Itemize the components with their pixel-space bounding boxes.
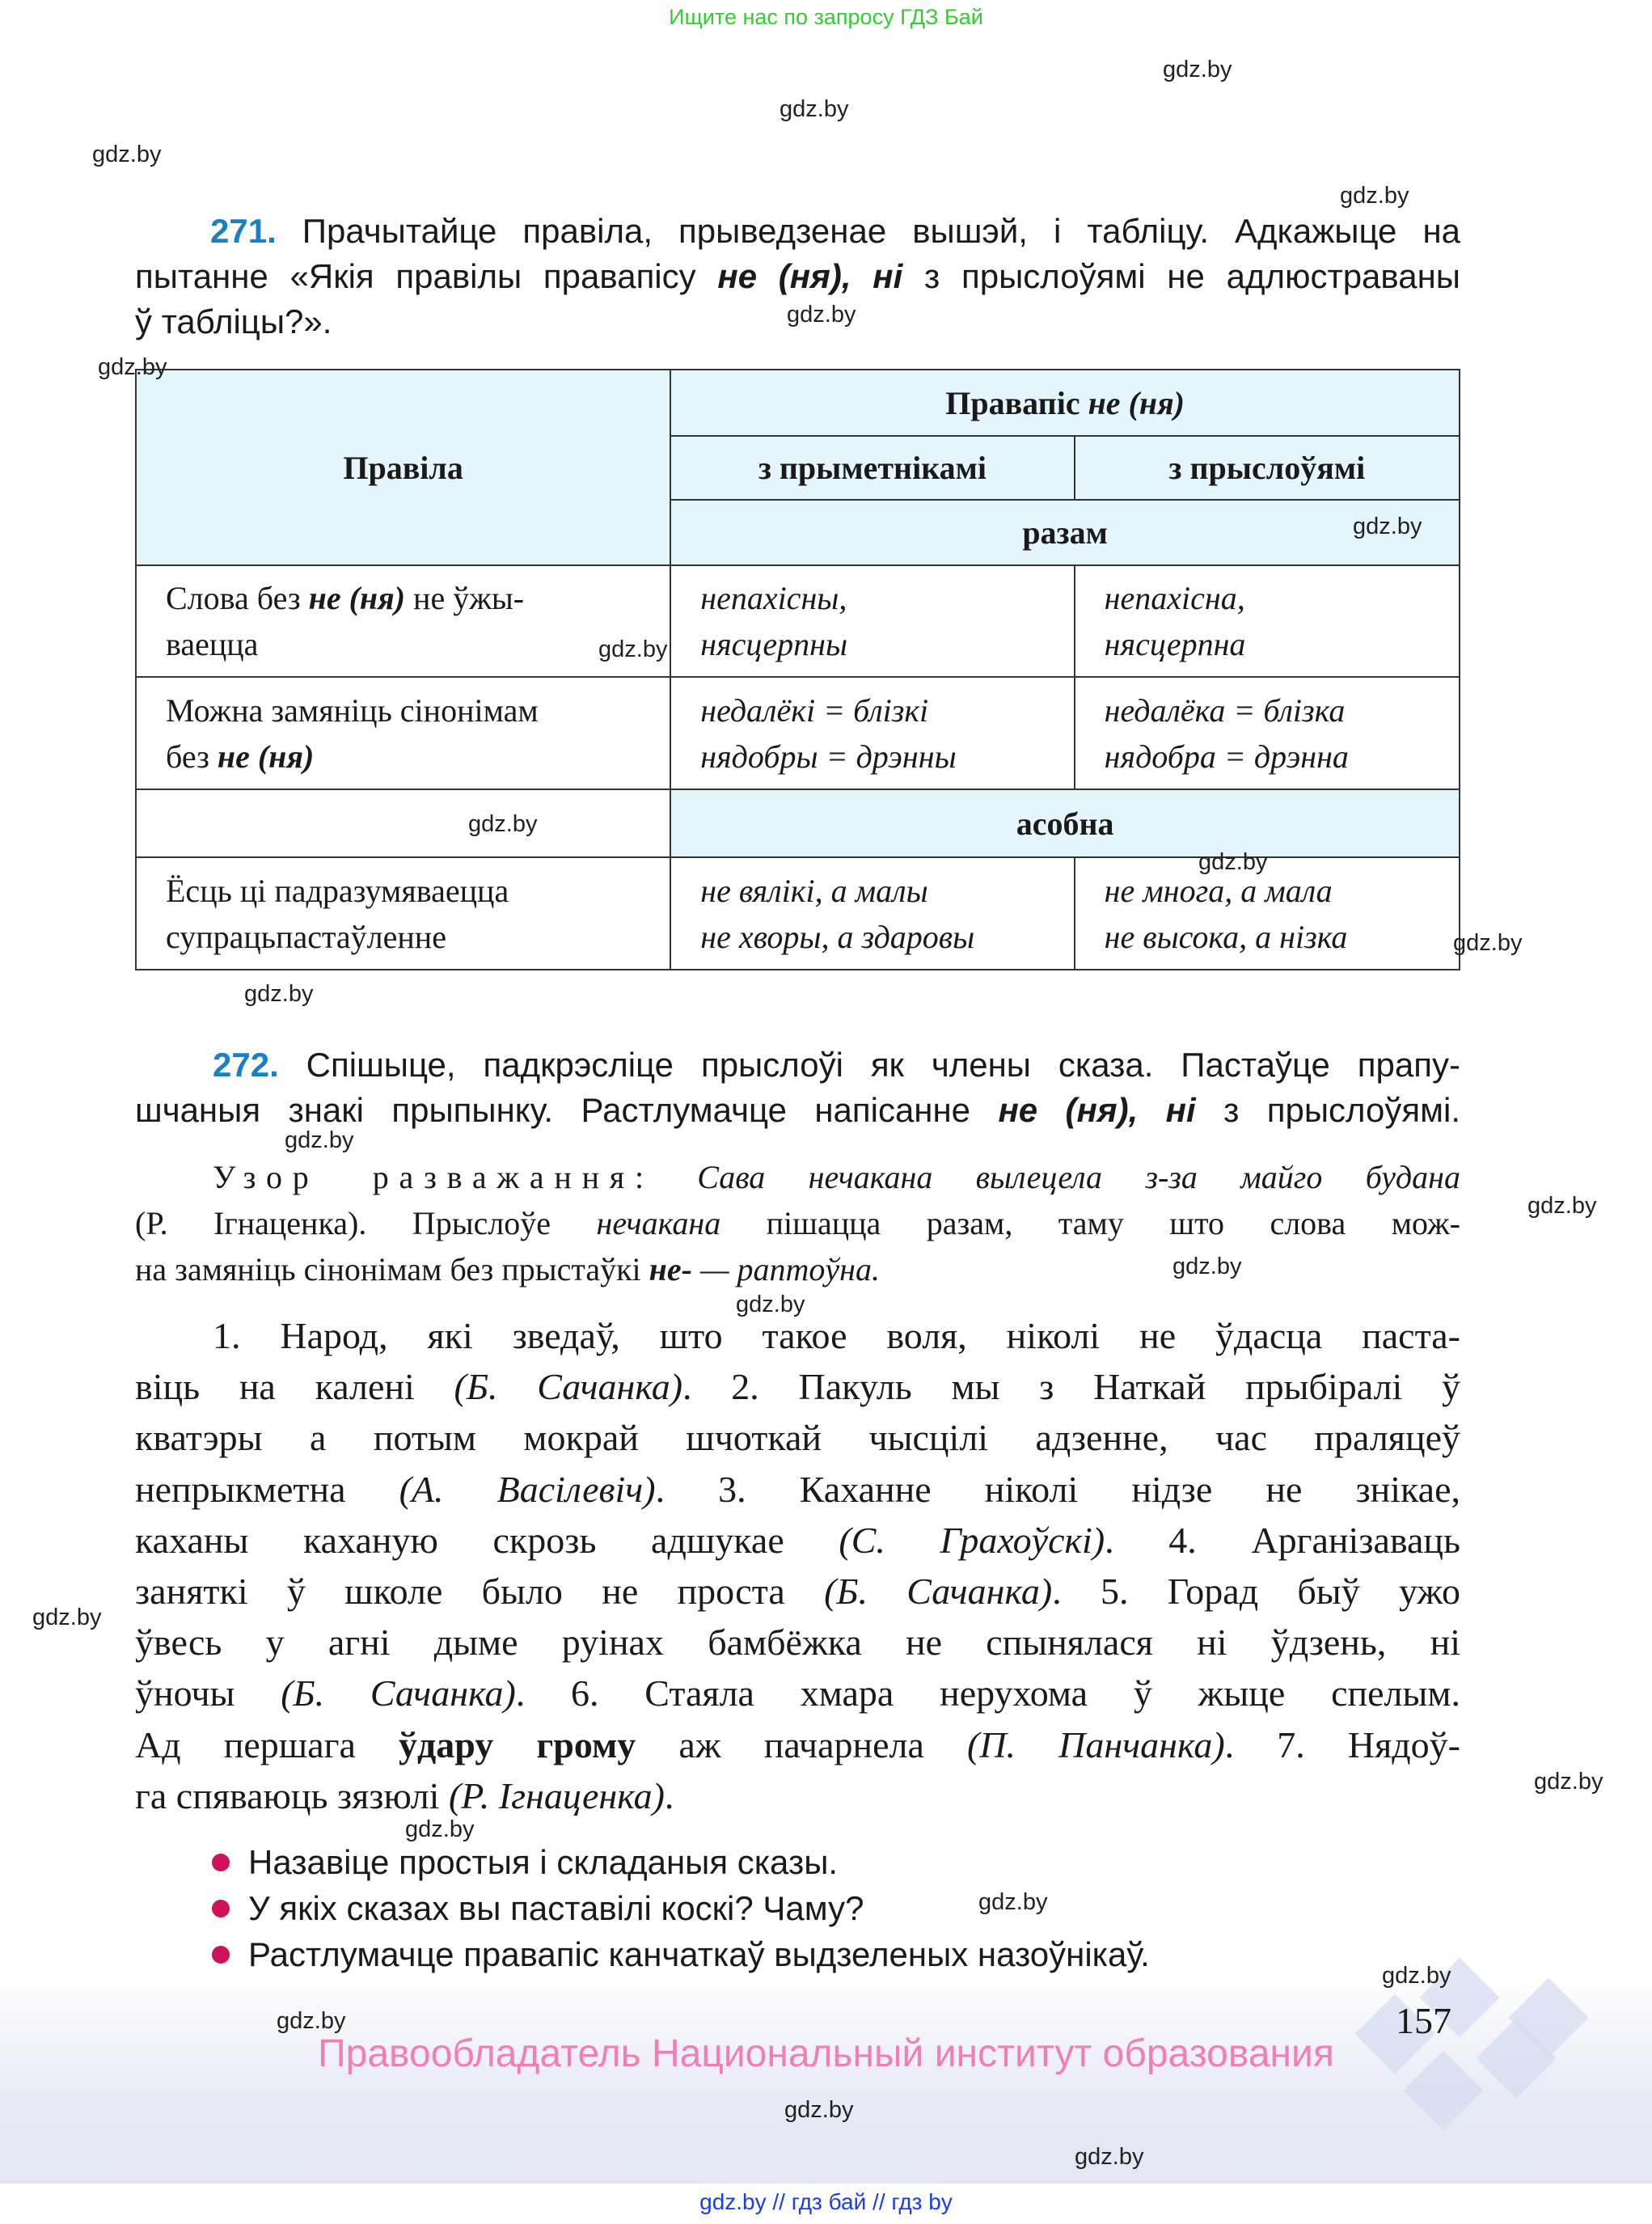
text-segment: Ад першага bbox=[135, 1723, 399, 1765]
text-line bbox=[700, 575, 1073, 621]
text-segment: заняткі ў школе было не проста bbox=[135, 1571, 825, 1613]
watermark: gdz.by bbox=[598, 636, 668, 662]
question-text: Назавіце простыя і складаныя сказы. bbox=[248, 1843, 839, 1881]
text-segment: не вялікі, а малы bbox=[700, 872, 928, 909]
rule-cell bbox=[136, 565, 670, 677]
watermark: gdz.by bbox=[736, 1292, 805, 1317]
text-segment: 272. bbox=[213, 1046, 279, 1084]
text-line bbox=[1105, 621, 1459, 667]
text-segment: нядобры = дрэнны bbox=[700, 738, 957, 775]
text-line bbox=[135, 1088, 1460, 1133]
watermark: gdz.by bbox=[285, 1127, 354, 1153]
text-segment: га спяваюць зязюлі bbox=[135, 1774, 449, 1816]
text-segment: ўночы bbox=[135, 1672, 281, 1715]
text-segment: недалёка = блізка bbox=[1104, 691, 1346, 729]
text-line bbox=[1105, 687, 1459, 734]
text-line bbox=[166, 621, 670, 667]
watermark: gdz.by bbox=[978, 1889, 1048, 1915]
watermark: gdz.by bbox=[1534, 1769, 1603, 1795]
adverb-cell bbox=[1075, 677, 1460, 789]
watermark: gdz.by bbox=[1198, 849, 1268, 875]
text-segment: з прыслоўямі не адлюстраваны bbox=[902, 257, 1460, 295]
spelling-rules-table bbox=[135, 369, 1460, 970]
text-segment: (С. Грахоўскі) bbox=[839, 1519, 1105, 1561]
text-segment: не (ня), ні bbox=[717, 257, 903, 295]
text-segment: непахісны, bbox=[700, 580, 847, 616]
header-rules: Правіла bbox=[136, 370, 670, 565]
text-line bbox=[700, 687, 1073, 734]
watermark: gdz.by bbox=[32, 1605, 102, 1630]
watermark: gdz.by bbox=[1340, 183, 1409, 209]
text-segment: з прыслоўямі. bbox=[1195, 1091, 1460, 1129]
watermark: gdz.by bbox=[1382, 1963, 1451, 1989]
watermark: gdz.by bbox=[98, 354, 167, 380]
watermark: gdz.by bbox=[1453, 930, 1523, 956]
text-segment: недалёкі = блізкі bbox=[700, 691, 929, 729]
footer-links[interactable]: gdz.by // гдз бай // гдз by bbox=[699, 2189, 953, 2214]
text-segment: не (ня) bbox=[217, 738, 315, 775]
text-line bbox=[1105, 734, 1459, 780]
question-text: Растлумачце правапіс канчаткаў выдзеленых назоўнікаў. bbox=[248, 1935, 1150, 1973]
text-line bbox=[166, 575, 670, 621]
text-line bbox=[700, 734, 1073, 780]
watermark: gdz.by bbox=[92, 142, 162, 167]
question-text: У якіх сказах вы паставілі коскі? Чаму? bbox=[248, 1889, 864, 1927]
text-segment: не многа, а мала bbox=[1104, 872, 1333, 909]
text-segment: каханы каханую скрозь адшукае bbox=[135, 1519, 839, 1561]
text-line bbox=[135, 254, 1460, 299]
list-item bbox=[212, 1931, 1506, 1977]
text-segment: не ўжы- bbox=[405, 580, 525, 616]
text-line bbox=[135, 1464, 1460, 1515]
text-segment: ўвесь у агні дыме руінах бамбёжка не спынялася ні ўдзень, ні bbox=[135, 1621, 1460, 1664]
text-segment: (Р. Ігнаценка) bbox=[448, 1774, 665, 1816]
header-separately: асобна bbox=[670, 789, 1460, 857]
text-segment: не (ня) bbox=[1088, 384, 1185, 421]
text-line bbox=[1105, 868, 1459, 914]
exercise-sentences bbox=[135, 1310, 1460, 1821]
watermark: gdz.by bbox=[468, 811, 538, 837]
text-line bbox=[1105, 575, 1459, 621]
text-line bbox=[700, 621, 1073, 667]
text-line bbox=[166, 868, 670, 914]
watermark: gdz.by bbox=[787, 302, 856, 328]
text-segment: 1. Народ, які зведаў, што такое воля, ніколі не ўдасца паста- bbox=[213, 1315, 1460, 1356]
list-item bbox=[212, 1839, 1506, 1885]
adjective-cell bbox=[670, 565, 1074, 677]
text-segment: не высока, а нізка bbox=[1104, 918, 1348, 955]
text-segment: не хворы, а здаровы bbox=[700, 918, 975, 955]
text-segment: непрыкметна bbox=[135, 1468, 399, 1510]
text-segment: (П. Панчанка) bbox=[967, 1723, 1225, 1765]
text-segment: (Б. Сачанка) bbox=[824, 1571, 1053, 1613]
text-segment: віць на калені bbox=[135, 1366, 454, 1408]
text-segment: нясцерпны bbox=[700, 626, 848, 662]
rule-cell bbox=[136, 677, 670, 789]
text-segment: не- bbox=[649, 1251, 692, 1287]
text-segment: . 3. Каханне ніколі нідзе не знікае, bbox=[655, 1468, 1460, 1510]
text-segment: ваецца bbox=[166, 626, 259, 662]
text-segment: . 5. Горад быў ужо bbox=[1052, 1571, 1461, 1613]
text-segment: Ёсць ці падразумяваецца bbox=[166, 872, 509, 909]
text-segment: пытанне «Якія правілы правапісу bbox=[135, 257, 718, 295]
text-line bbox=[700, 868, 1073, 914]
search-hint: Ищите нас по запросу ГДЗ Бай bbox=[669, 5, 983, 29]
text-segment: на замяніць сінонімам без прыстаўкі bbox=[135, 1251, 649, 1287]
text-line bbox=[135, 209, 1460, 254]
text-line bbox=[1105, 914, 1459, 960]
header-with-adjectives: з прыметнікамі bbox=[670, 436, 1074, 500]
text-segment: не (ня) bbox=[308, 580, 406, 616]
header-together: разам bbox=[670, 500, 1460, 565]
text-segment: (Б. Сачанка) bbox=[281, 1672, 516, 1715]
text-segment: (А. Васілевіч) bbox=[399, 1468, 656, 1510]
text-segment: Правапіс bbox=[945, 384, 1088, 421]
adverb-cell bbox=[1075, 565, 1460, 677]
watermark: gdz.by bbox=[1172, 1254, 1242, 1279]
bullet-icon bbox=[212, 1854, 230, 1871]
text-line bbox=[135, 1361, 1460, 1412]
text-segment: Спішыце, падкрэсліце прыслоўі як члены сказа. Пастаўце прапу- bbox=[278, 1046, 1460, 1084]
text-line bbox=[135, 1200, 1460, 1246]
watermark: gdz.by bbox=[784, 2097, 854, 2123]
text-segment: кватэры а потым мокрай шчоткай чысцілі адзенне, час праляцеў bbox=[135, 1417, 1460, 1459]
text-segment: . 4. Арганізаваць bbox=[1105, 1519, 1460, 1561]
adjective-cell bbox=[670, 677, 1074, 789]
text-segment: — раптоўна. bbox=[691, 1251, 881, 1287]
text-line bbox=[135, 1617, 1460, 1668]
text-segment: Сава нечакана вылецела з-за майго будана bbox=[653, 1159, 1460, 1195]
text-segment: нясцерпна bbox=[1104, 626, 1246, 662]
text-segment: нядобра = дрэнна bbox=[1104, 738, 1349, 775]
watermark: gdz.by bbox=[244, 981, 314, 1007]
text-segment: без bbox=[166, 738, 218, 775]
text-segment: (Б. Сачанка) bbox=[454, 1366, 683, 1408]
copyright-note: Правообладатель Национальный институт образования bbox=[318, 2032, 1334, 2075]
empty-cell bbox=[136, 789, 670, 857]
header-with-adverbs: з прыслоўямі bbox=[1075, 436, 1460, 500]
text-segment: Прачытайце правіла, прыведзенае вышэй, і табліцу. Адкажыце на bbox=[276, 212, 1460, 250]
text-line bbox=[700, 914, 1073, 960]
text-segment: Можна замяніць сінонімам bbox=[166, 691, 539, 729]
text-segment: Слова без bbox=[166, 580, 309, 616]
text-line bbox=[135, 1412, 1460, 1463]
bullet-icon bbox=[212, 1900, 230, 1917]
questions-list bbox=[212, 1839, 1506, 1977]
text-line bbox=[135, 1154, 1460, 1200]
text-segment: аж пачарнела bbox=[636, 1723, 968, 1765]
text-segment: . 2. Пакуль мы з Наткай прыбіралі ў bbox=[682, 1366, 1461, 1408]
text-segment: . 7. Нядоў- bbox=[1224, 1723, 1460, 1765]
text-segment: шчаныя знакі прыпынку. Растлумачце напісанне bbox=[135, 1091, 999, 1129]
table-row bbox=[136, 677, 1460, 789]
text-line bbox=[135, 1566, 1460, 1617]
header-spelling bbox=[670, 370, 1460, 436]
list-item bbox=[212, 1885, 1506, 1931]
text-line bbox=[135, 1515, 1460, 1566]
watermark: gdz.by bbox=[1527, 1193, 1597, 1219]
watermark: gdz.by bbox=[1353, 514, 1422, 539]
text-segment: . 6. Стаяла хмара нерухома ў жыце спелым. bbox=[515, 1672, 1460, 1715]
text-segment: ўдару грому bbox=[399, 1723, 636, 1765]
text-line bbox=[135, 1719, 1460, 1770]
page-number: 157 bbox=[1396, 2000, 1451, 2041]
rule-cell bbox=[136, 857, 670, 970]
sample-reasoning bbox=[135, 1154, 1460, 1292]
text-line bbox=[135, 1246, 1460, 1292]
text-segment: Узор разважання: bbox=[213, 1159, 654, 1195]
text-line bbox=[135, 1042, 1460, 1088]
text-segment: (Р. Ігнаценка). Прыслоўе bbox=[135, 1205, 597, 1241]
text-line bbox=[166, 914, 670, 960]
text-segment: 271. bbox=[210, 212, 277, 250]
exercise-272-task bbox=[135, 1042, 1460, 1133]
table-row bbox=[136, 565, 1460, 677]
text-segment: непахісна, bbox=[1104, 580, 1245, 616]
watermark: gdz.by bbox=[1163, 57, 1232, 82]
bullet-icon bbox=[212, 1946, 230, 1964]
watermark: gdz.by bbox=[277, 2008, 346, 2034]
adjective-cell bbox=[670, 857, 1074, 970]
text-line bbox=[135, 1770, 1460, 1821]
text-line bbox=[166, 734, 670, 780]
text-segment: ў табліцы?». bbox=[135, 302, 332, 340]
watermark: gdz.by bbox=[780, 96, 849, 122]
text-segment: супрацьпастаўленне bbox=[166, 918, 446, 955]
text-segment: пішацца разам, таму што слова мож- bbox=[720, 1205, 1461, 1241]
watermark: gdz.by bbox=[405, 1816, 475, 1842]
text-segment: не (ня), ні bbox=[998, 1091, 1196, 1129]
text-segment: нечакана bbox=[596, 1205, 721, 1241]
watermark: gdz.by bbox=[1075, 2144, 1144, 2170]
text-line bbox=[135, 1668, 1460, 1719]
text-segment: . bbox=[664, 1774, 674, 1816]
text-line bbox=[166, 687, 670, 734]
